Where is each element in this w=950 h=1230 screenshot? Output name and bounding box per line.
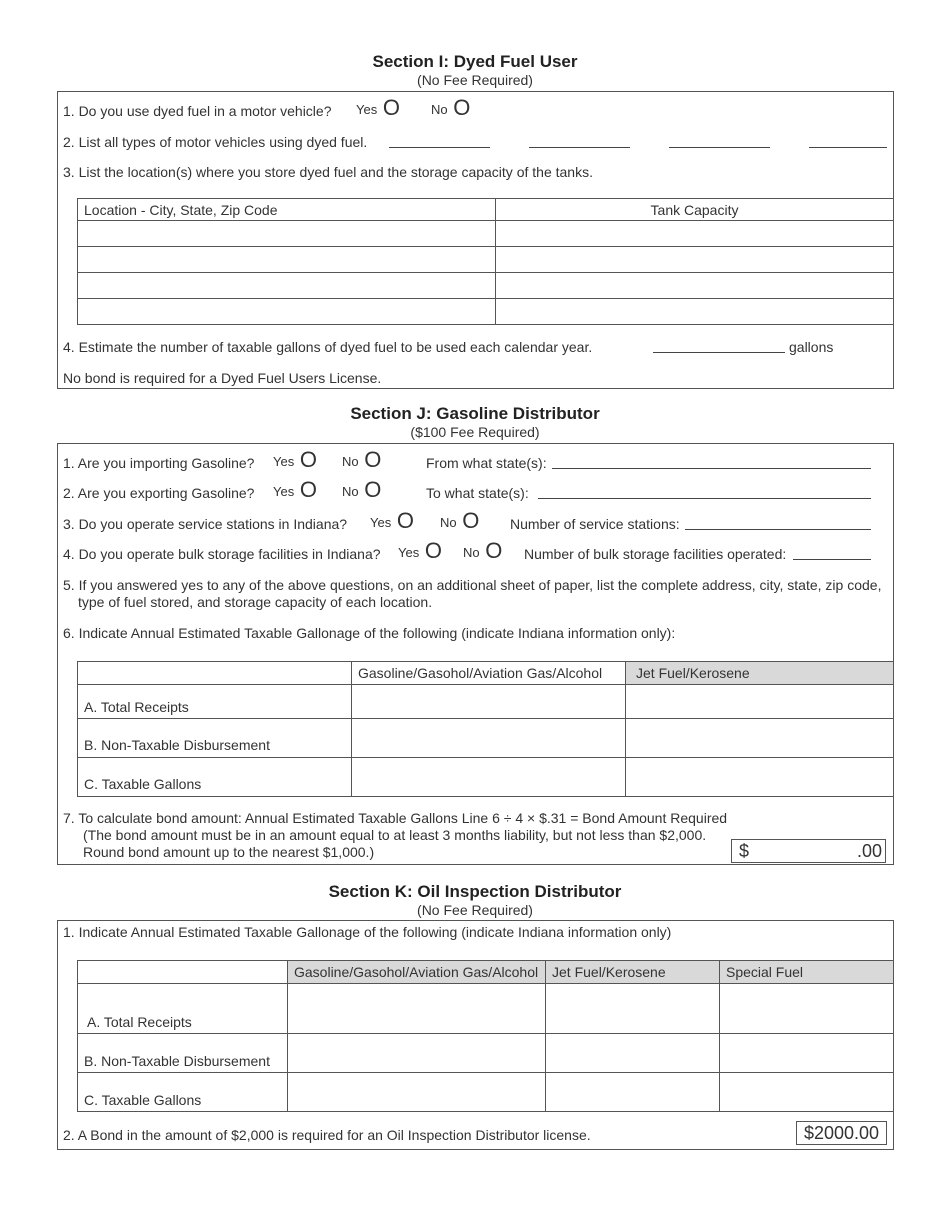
section-j-q3: 3. Do you operate service stations in Indiana? — [63, 516, 348, 532]
location-input[interactable] — [77, 272, 496, 299]
section-j-q7-line2: (The bond amount must be in an amount equal to at least 3 months liability, but not less than $2,000. — [83, 827, 707, 843]
yes-radio-circle[interactable]: O — [396, 508, 414, 533]
no-radio-circle[interactable]: O — [364, 447, 382, 472]
section-j-q2-yes[interactable]: Yes O — [273, 477, 317, 502]
location-input[interactable] — [77, 220, 496, 247]
section-j-q4-no[interactable]: No O — [463, 538, 503, 563]
bulk-storage-label: Number of bulk storage facilities operated: — [524, 546, 787, 562]
section-j-q1-yes[interactable]: Yes O — [273, 447, 317, 472]
jet-fuel-nontaxable-input[interactable] — [625, 718, 894, 758]
jet-fuel-taxable-input[interactable] — [545, 1072, 720, 1112]
bond-amount-input[interactable] — [731, 839, 886, 863]
yes-radio-circle[interactable]: O — [424, 538, 442, 563]
table-row-label: C. Taxable Gallons — [77, 1072, 288, 1112]
taxable-gallons-field[interactable] — [653, 352, 785, 353]
tank-capacity-input[interactable] — [495, 220, 894, 247]
tank-capacity-input[interactable] — [495, 298, 894, 325]
section-k-q2: 2. A Bond in the amount of $2,000 is required for an Oil Inspection Distributor license. — [63, 1127, 591, 1143]
jet-fuel-receipts-input[interactable] — [625, 684, 894, 719]
table-row-label: B. Non-Taxable Disbursement — [77, 718, 352, 758]
section-j-q1: 1. Are you importing Gasoline? — [63, 455, 255, 471]
section-j-q1-no[interactable]: No O — [342, 447, 382, 472]
gasoline-nontaxable-input[interactable] — [351, 718, 626, 758]
section-j-q7-line3: Round bond amount up to the nearest $1,000.) — [83, 844, 375, 860]
vehicle-type-field-1[interactable] — [389, 147, 490, 148]
section-j-q5-line1: 5. If you answered yes to any of the above questions, on an additional sheet of paper, list the complete address, city, state, zip code, — [63, 577, 882, 593]
yes-radio-circle[interactable]: O — [299, 477, 317, 502]
no-radio-circle[interactable]: O — [453, 95, 471, 120]
to-state-label: To what state(s): — [426, 485, 529, 501]
tank-capacity-header-cell: Tank Capacity — [495, 198, 894, 221]
jet-fuel-header-cell: Jet Fuel/Kerosene — [545, 960, 720, 984]
cents-label: .00 — [856, 841, 882, 861]
vehicle-type-field-3[interactable] — [669, 147, 770, 148]
section-j-q4-yes[interactable]: Yes O — [398, 538, 442, 563]
section-j-q2: 2. Are you exporting Gasoline? — [63, 485, 255, 501]
section-k-title: Section K: Oil Inspection Distributor — [328, 882, 622, 901]
tank-capacity-input[interactable] — [495, 272, 894, 299]
gasoline-receipts-input[interactable] — [287, 983, 546, 1034]
from-state-field[interactable] — [552, 468, 871, 469]
yes-radio-circle[interactable]: O — [299, 447, 317, 472]
section-j-q6: 6. Indicate Annual Estimated Taxable Gallonage of the following (indicate Indiana information only): — [63, 625, 676, 641]
section-j-q7-line1: 7. To calculate bond amount: Annual Estimated Taxable Gallons Line 6 ÷ 4 × $.31 = Bond Amount Required — [63, 810, 728, 826]
special-fuel-nontaxable-input[interactable] — [719, 1033, 894, 1073]
gasoline-taxable-input[interactable] — [351, 757, 626, 797]
section-k-q1: 1. Indicate Annual Estimated Taxable Gallonage of the following (indicate Indiana information only) — [63, 924, 672, 940]
section-j-q5-line2: type of fuel stored, and storage capacity of each location. — [78, 594, 433, 610]
section-i-title: Section I: Dyed Fuel User — [372, 52, 578, 71]
bulk-storage-field[interactable] — [793, 559, 871, 560]
yes-radio-circle[interactable]: O — [382, 95, 400, 120]
no-radio-circle[interactable]: O — [462, 508, 480, 533]
gasoline-header-cell: Gasoline/Gasohol/Aviation Gas/Alcohol — [287, 960, 546, 984]
section-i-note: No bond is required for a Dyed Fuel Users License. — [63, 370, 382, 386]
service-stations-field[interactable] — [685, 529, 871, 530]
section-i-q4: 4. Estimate the number of taxable gallons of dyed fuel to be used each calendar year. — [63, 339, 593, 355]
table-header-blank — [77, 661, 352, 685]
table-row-label: A. Total Receipts — [77, 684, 352, 719]
section-i-subtitle: (No Fee Required) — [417, 72, 533, 88]
jet-fuel-header-cell: Jet Fuel/Kerosene — [625, 661, 894, 685]
section-j-box — [57, 443, 894, 865]
section-j-q4: 4. Do you operate bulk storage facilities in Indiana? — [63, 546, 381, 562]
section-i-q1-no[interactable]: No O — [431, 95, 471, 120]
section-k-subtitle: (No Fee Required) — [417, 902, 533, 918]
location-header-cell: Location - City, State, Zip Code — [77, 198, 496, 221]
section-j-title: Section J: Gasoline Distributor — [350, 404, 600, 423]
to-state-field[interactable] — [538, 498, 871, 499]
section-i-q3: 3. List the location(s) where you store dyed fuel and the storage capacity of the tanks. — [63, 164, 593, 180]
section-j-subtitle: ($100 Fee Required) — [410, 424, 540, 440]
vehicle-type-field-2[interactable] — [529, 147, 630, 148]
service-stations-label: Number of service stations: — [510, 516, 680, 532]
table-header-blank — [77, 960, 288, 984]
location-input[interactable] — [77, 298, 496, 325]
no-radio-circle[interactable]: O — [364, 477, 382, 502]
jet-fuel-taxable-input[interactable] — [625, 757, 894, 797]
vehicle-type-field-4[interactable] — [809, 147, 887, 148]
jet-fuel-receipts-input[interactable] — [545, 983, 720, 1034]
oil-bond-amount: $2000.00 — [796, 1121, 887, 1145]
special-fuel-taxable-input[interactable] — [719, 1072, 894, 1112]
from-state-label: From what state(s): — [426, 455, 547, 471]
gasoline-taxable-input[interactable] — [287, 1072, 546, 1112]
section-j-q3-no[interactable]: No O — [440, 508, 480, 533]
section-i-q2: 2. List all types of motor vehicles using dyed fuel. — [63, 134, 368, 150]
table-row-label: B. Non-Taxable Disbursement — [77, 1033, 288, 1073]
section-i-q1: 1. Do you use dyed fuel in a motor vehicle? — [63, 103, 332, 119]
table-row-label: C. Taxable Gallons — [77, 757, 352, 797]
gasoline-header-cell: Gasoline/Gasohol/Aviation Gas/Alcohol — [351, 661, 626, 685]
no-radio-circle[interactable]: O — [485, 538, 503, 563]
gasoline-receipts-input[interactable] — [351, 684, 626, 719]
section-i-q1-yes[interactable]: Yes O — [356, 95, 400, 120]
special-fuel-receipts-input[interactable] — [719, 983, 894, 1034]
section-j-q3-yes[interactable]: Yes O — [370, 508, 414, 533]
dollar-sign: $ — [739, 841, 750, 861]
tank-capacity-input[interactable] — [495, 246, 894, 273]
gallons-label: gallons — [789, 339, 834, 355]
jet-fuel-nontaxable-input[interactable] — [545, 1033, 720, 1073]
special-fuel-header-cell: Special Fuel — [719, 960, 894, 984]
location-input[interactable] — [77, 246, 496, 273]
section-j-q2-no[interactable]: No O — [342, 477, 382, 502]
table-row-label: A. Total Receipts — [77, 983, 288, 1034]
gasoline-nontaxable-input[interactable] — [287, 1033, 546, 1073]
